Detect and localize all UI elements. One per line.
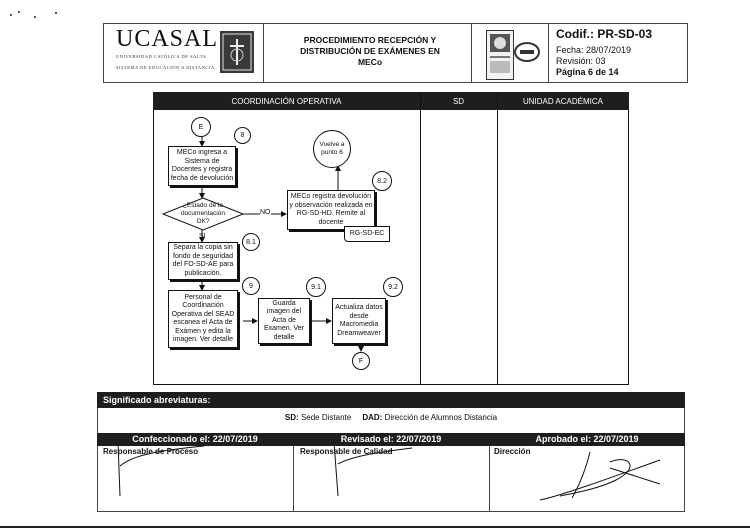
abbreviations-title-bar (97, 392, 685, 408)
scan-speck (34, 16, 36, 18)
logo-text: UCASAL (116, 26, 219, 52)
step-number-9-1: 9.1 (306, 277, 326, 297)
lane-header-sd: SD (420, 92, 497, 110)
header-divider-1 (263, 23, 264, 83)
separate-copy-box: Separa la copia sin fondo de seguridad del FO-SD-AE para publicación. (168, 242, 238, 280)
header-divider-3 (548, 23, 549, 83)
scan-speck (10, 14, 12, 16)
logo-subtitle-university: UNIVERSIDAD CATÓLICA DE SALTA (116, 54, 207, 59)
update-data-box: Actualiza datos desde Macromedia Dreamweaver (332, 298, 386, 344)
footer-col-divider-1 (293, 446, 294, 512)
sd-value: Sede Distante (300, 413, 352, 422)
label-no: NO (260, 209, 271, 216)
end-connector: F (352, 352, 370, 370)
revisado-label: Revisado el: 22/07/2019 (340, 434, 442, 444)
document-revision: Revisión: 03 (556, 56, 606, 66)
step-number-8-1: 8.1 (242, 233, 260, 251)
step-number-8: 8 (234, 127, 251, 144)
lane-header-unidad: UNIDAD ACADÉMICA (497, 92, 629, 110)
signature-direccion (520, 448, 680, 510)
logo-emblem (220, 31, 254, 73)
confeccionado-label: Confeccionado el: 22/07/2019 (132, 434, 258, 444)
signature-calidad (300, 436, 420, 506)
dad-value: Dirección de Alumnos Distancia (384, 413, 498, 422)
start-connector: E (191, 117, 211, 137)
scan-speck (18, 11, 20, 13)
abbreviations-title: Significado abreviaturas: (103, 395, 211, 405)
dad-key: DAD: (362, 413, 383, 422)
label-si: SI (199, 233, 206, 240)
logo-subtitle-system: SISTEMA DE EDUCACIÓN A DISTANCIA (116, 65, 215, 70)
footer-col-divider-2 (489, 446, 490, 512)
decision-text: ¿Estado de la documentación OK? (180, 202, 226, 225)
aprobado-label: Aprobado el: 22/07/2019 (535, 434, 639, 444)
step-number-9-2: 9.2 (383, 277, 403, 297)
responsable-calidad: Responsable de Calidad (300, 447, 393, 456)
signature-proceso (104, 436, 224, 506)
step-number-9: 9 (242, 277, 260, 295)
document-page: Página 6 de 14 (556, 67, 619, 77)
return-registration-box: MECo registra devolución y observación realizada en RG-SD-HD. Remite al docente (287, 190, 375, 230)
certification-seal (486, 30, 514, 80)
scan-exam-box: Personal de Coordinación Operativa del SEAD escanea el Acta de Exámen y edita la imagen. Ver detalle (168, 290, 238, 348)
save-image-box: Guarda imagen del Acta de Examen. Ver detalle (258, 298, 310, 344)
document-title: PROCEDIMIENTO RECEPCIÓN Y DISTRIBUCIÓN DE EXÁMENES EN MECo (300, 35, 440, 67)
register-return-box: MECo ingresa a Sistema de Docentes y registra fecha de devolución (168, 146, 236, 186)
scan-speck (55, 12, 57, 14)
document-rg-sd-ec (344, 226, 390, 242)
header-divider-2 (471, 23, 472, 83)
sd-key: SD: (284, 413, 299, 422)
lane-divider-1 (420, 92, 421, 385)
abbreviations-line (97, 413, 685, 422)
document-date: Fecha: 28/07/2019 (556, 45, 632, 55)
document-label: RG-SD-EC (349, 229, 385, 237)
return-to-point-connector: Vuelve a punto 6 (313, 130, 351, 168)
direccion: Dirección (494, 447, 531, 456)
document-code: Codif.: PR-SD-03 (556, 27, 652, 41)
responsable-proceso: Responsable de Proceso (103, 447, 199, 456)
lane-header-coordinacion: COORDINACIÓN OPERATIVA (153, 92, 420, 110)
certification-logo (514, 42, 540, 62)
page-bottom-rule (0, 526, 750, 528)
step-number-8-2: 8.2 (372, 171, 392, 191)
lane-divider-2 (497, 92, 498, 385)
